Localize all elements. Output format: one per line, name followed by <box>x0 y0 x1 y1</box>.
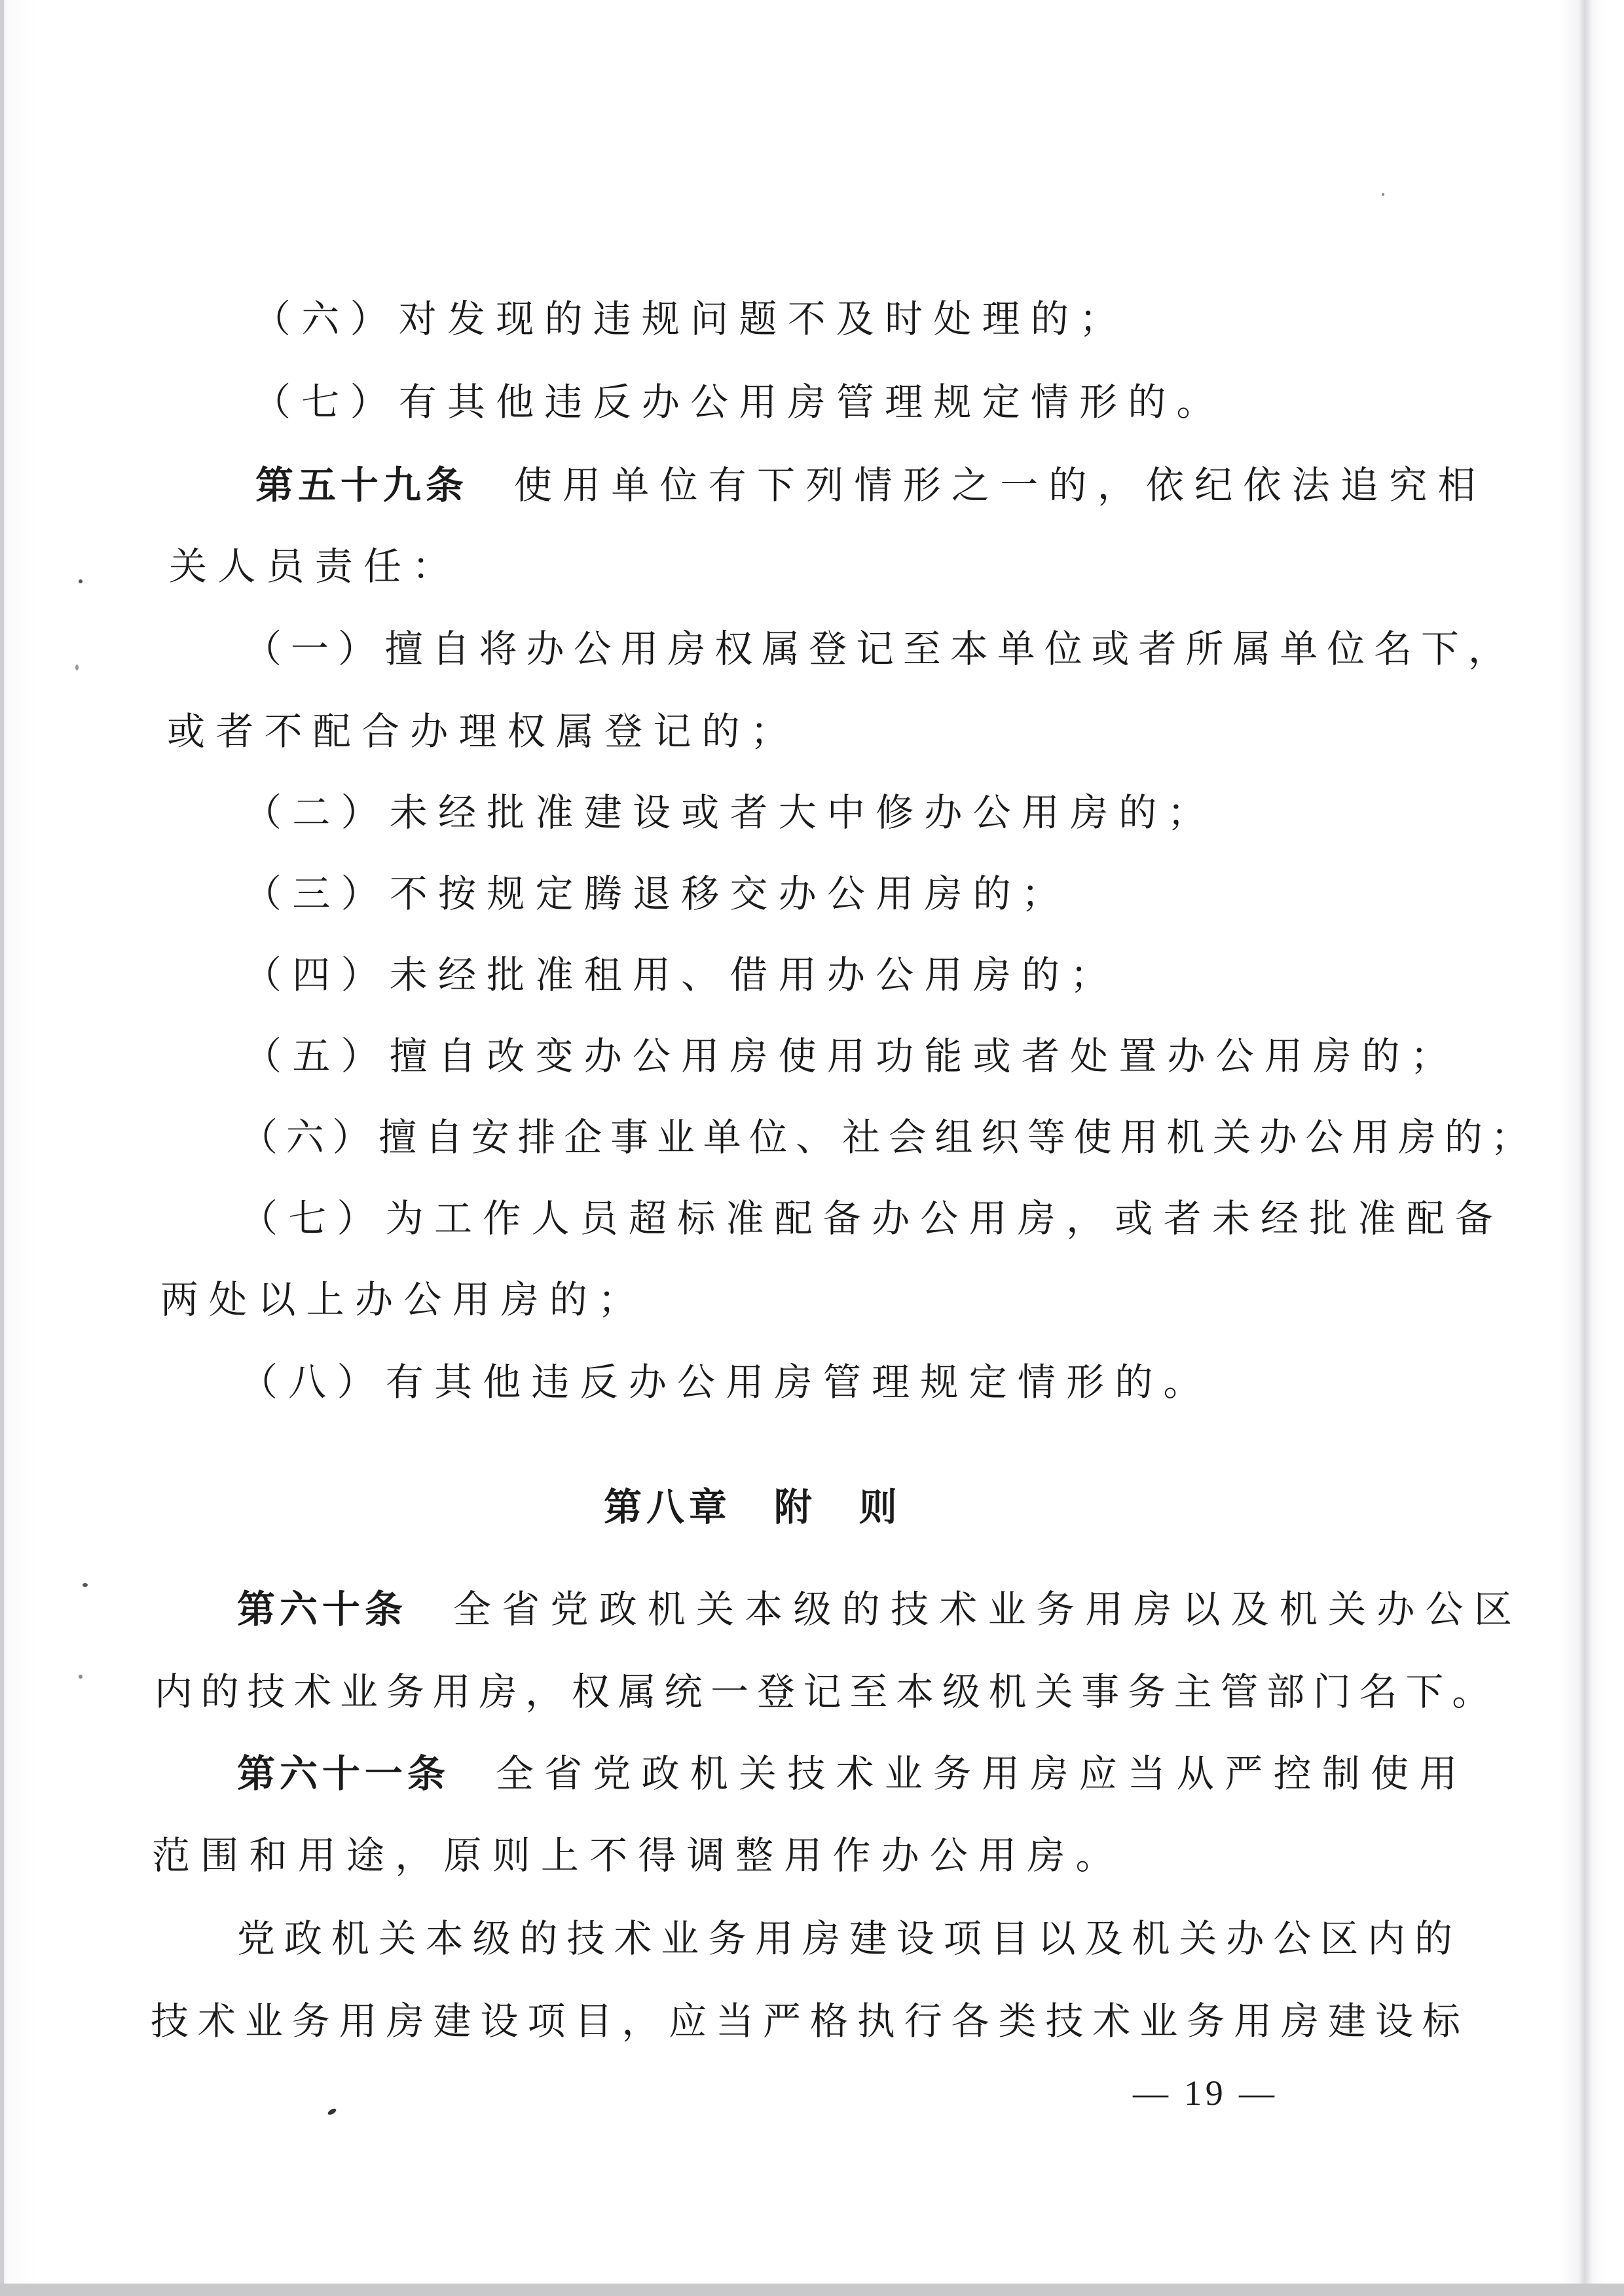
text-line: 技术业务用房建设项目，应当严格执行各类技术业务用房建设标 <box>151 1999 1469 2043</box>
article-61-paragraph <box>237 1751 1468 1796</box>
text-line: 使用单位有下列情形之一的，依纪依法追究相 <box>513 463 1486 507</box>
text-line: （四）未经批准租用、借用办公用房的； <box>244 953 1119 997</box>
text-line: （七）有其他违反办公用房管理规定情形的。 <box>253 380 1225 424</box>
text-line: 全省党政机关本级的技术业务用房以及机关办公区 <box>452 1587 1523 1631</box>
text-line: （八）有其他违反办公用房管理规定情形的。 <box>240 1360 1212 1404</box>
article-60-paragraph <box>237 1587 1523 1631</box>
article-59-paragraph <box>255 463 1486 507</box>
text-line: （七）为工作人员超标准配备办公用房，或者未经批准配备 <box>240 1196 1504 1241</box>
article-heading: 第六十一条 <box>237 1751 450 1796</box>
article-heading: 第六十条 <box>237 1587 407 1631</box>
text-line: 两处以上办公用房的； <box>160 1277 647 1322</box>
text-line: 范围和用途，原则上不得调整用作办公用房。 <box>152 1833 1124 1878</box>
scan-speck <box>327 2107 337 2116</box>
scan-speck <box>83 1583 88 1587</box>
text-line: 党政机关本级的技术业务用房建设项目以及机关办公区内的 <box>237 1916 1462 1961</box>
text-line: 关人员责任： <box>169 544 461 589</box>
text-line: 或者不配合办理权属登记的； <box>167 709 800 754</box>
scan-edge-left <box>0 0 4 2296</box>
text-line: （六）擅自安排企事业单位、社会组织等使用机关办公用房的； <box>240 1115 1538 1159</box>
page-number: — 19 — <box>1133 2073 1278 2113</box>
article-heading: 第五十九条 <box>255 463 468 507</box>
text-line: 全省党政机关技术业务用房应当从严控制使用 <box>495 1751 1468 1796</box>
text-line: （三）不按规定腾退移交办公用房的； <box>244 871 1071 916</box>
text-line: （一）擅自将办公用房权属登记至本单位或者所属单位名下， <box>244 627 1515 671</box>
scan-speck <box>1382 193 1384 196</box>
text-line: （二）未经批准建设或者大中修办公用房的； <box>244 790 1216 835</box>
text-line: 内的技术业务用房，权属统一登记至本级机关事务主管部门名下。 <box>155 1669 1499 1714</box>
scan-speck <box>79 1675 83 1679</box>
scan-speck <box>75 665 79 670</box>
chapter-title: 第八章 附 则 <box>604 1485 902 1529</box>
scan-speck <box>79 579 83 583</box>
text-line: （五）擅自改变办公用房使用功能或者处置办公用房的； <box>244 1034 1460 1078</box>
scan-edge-bottom <box>0 2284 1624 2296</box>
text-line: （六）对发现的违规问题不及时处理的； <box>253 297 1128 341</box>
